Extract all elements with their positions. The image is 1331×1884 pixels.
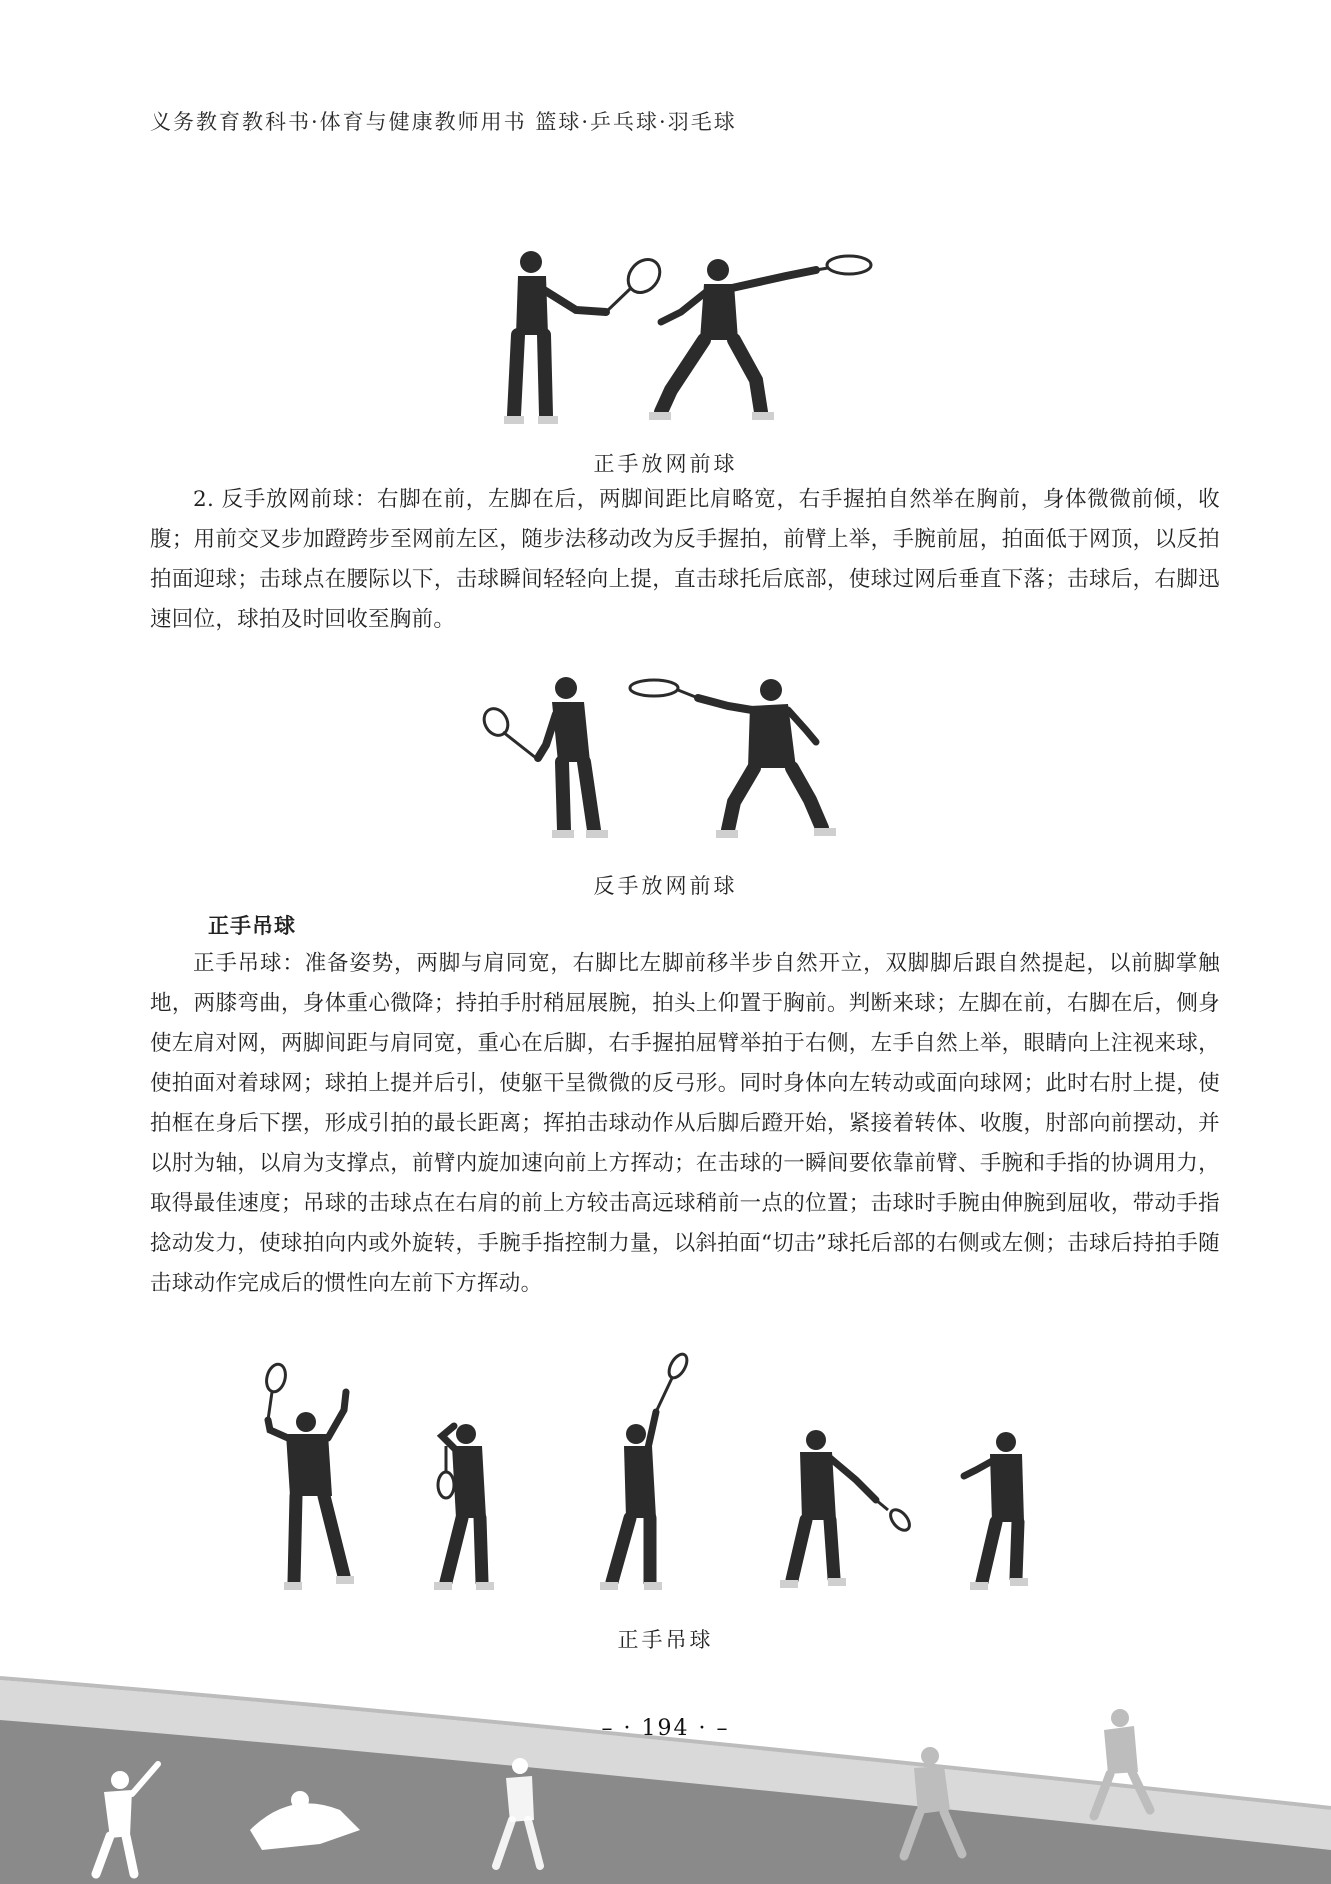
figure-forehand-drop-shot [0,1350,1331,1610]
paragraph-backhand-net-shot: 2. 反手放网前球：右脚在前，左脚在后，两脚间距比肩略宽，右手握拍自然举在胸前，身体微微前倾，收腹；用前交叉步加蹬跨步至网前左区，随步法移动改为反手握拍，前臂上举，手腕前屈，拍面低于网顶，以反拍拍面迎球；击球点在腰际以下，击球瞬间轻轻向上提，直击球托后底部，使球过网后垂直下落；击球后，右脚迅速回位，球拍及时回收至胸前。 [150,487,1220,632]
paragraph-forehand-drop: 正手吊球：准备姿势，两脚与肩同宽，右脚比左脚前移半步自然开立，双脚脚后跟自然提起，以前脚掌触地，两膝弯曲，身体重心微降；持拍手肘稍屈展腕，拍头上仰置于胸前。判断来球；左脚在前，右脚在后，侧身使左肩对网，两脚间距与肩同宽，重心在后脚，右手握拍屈臂举拍于右侧，左手自然上举，眼睛向上注视来球，使拍面对着球网；球拍上提并后引，使躯干呈微微的反弓形。同时身体向左转动或面向球网；此时右肘上提，使拍框在身后下摆，形成引拍的最长距离；挥拍击球动作从后脚后蹬开始，紧接着转体、收腹，肘部向前摆动，并以肘为轴，以肩为支撑点，前臂内旋加速向前上方挥动；在击球的一瞬间要依靠前臂、手腕和手指的协调用力，取得最佳速度；吊球的击球点在右肩的前上方较击高远球稍前一点的位置；击球时手腕由伸腕到屈收，带动手指捻动发力，使球拍向内或外旋转，手腕手指控制力量，以斜拍面“切击”球托后部的右侧或左侧；击球后持拍手随击球动作完成后的惯性向左前下方挥动。 [150,951,1220,1296]
figure-caption: 正手吊球 [617,1628,714,1652]
running-header: 义务教育教科书·体育与健康教师用书 篮球·乒乓球·羽毛球 [150,110,737,134]
figure-backhand-net-shot [0,670,1331,850]
figure-caption: 反手放网前球 [593,874,738,898]
figure-caption: 正手放网前球 [593,452,738,476]
figure-forehand-net-shot [0,240,1331,430]
page-number: – · 194 · – [601,1716,730,1741]
section-heading: 正手吊球 [208,914,296,938]
footer-decoration [0,1660,1331,1884]
